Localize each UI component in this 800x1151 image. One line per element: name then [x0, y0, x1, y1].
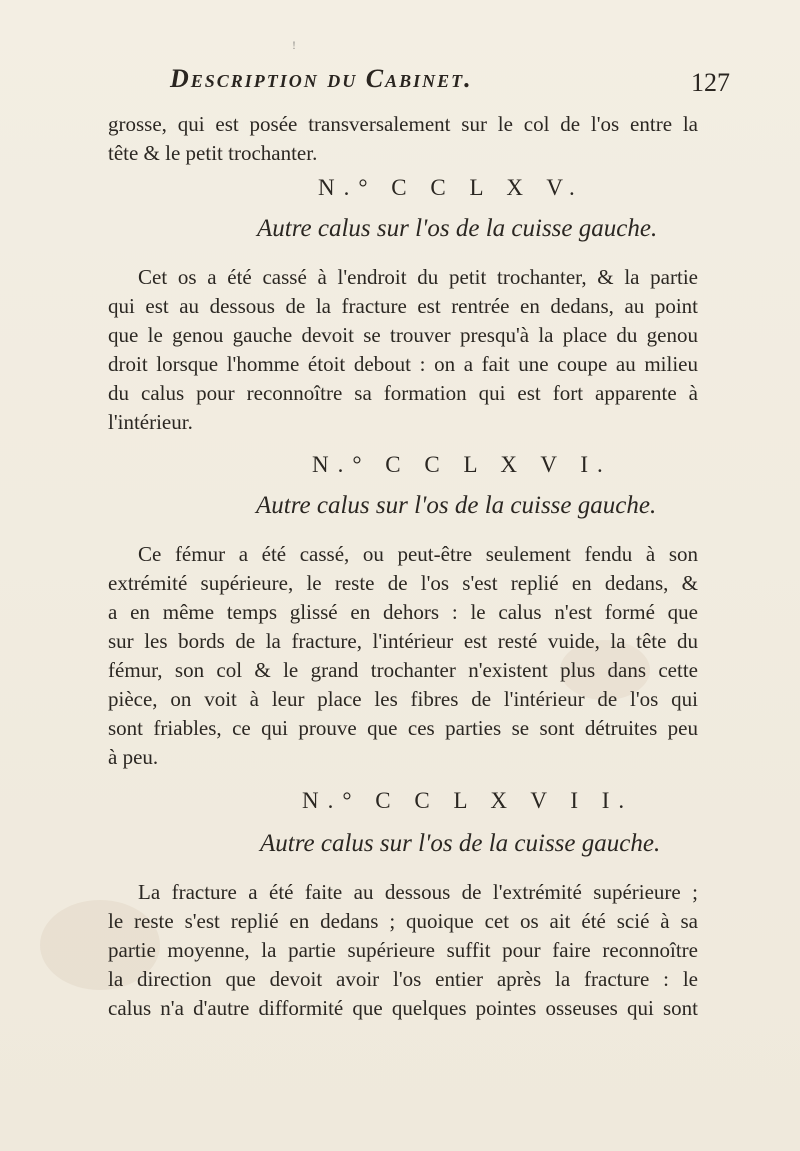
text-line: que le genou gauche devoit se trouver presqu'à la place du genou: [108, 323, 698, 347]
text-line: a en même temps glissé en dehors : le calus n'est formé que: [108, 600, 698, 624]
text-line: calus n'a d'autre difformité que quelques pointes osseuses qui sont: [108, 996, 698, 1020]
text-line: Ce fémur a été cassé, ou peut-être seulement fendu à son: [138, 542, 698, 566]
text-line: extrémité supérieure, le reste de l'os s'est replié en dedans, &: [108, 571, 698, 595]
page-number: 127: [691, 68, 730, 97]
text-line: à peu.: [108, 745, 159, 769]
text-line: droit lorsque l'homme étoit debout : on a fait une coupe au milieu: [108, 352, 698, 376]
text-line: fémur, son col & le grand trochanter n'existent plus dans cette: [108, 658, 698, 682]
text-line: la direction que devoit avoir l'os entier après la fracture : le: [108, 967, 698, 991]
text-line: grosse, qui est posée transversalement sur le col de l'os entre la: [108, 112, 698, 136]
text-line: pièce, on voit à leur place les fibres de l'intérieur de l'os qui: [108, 687, 698, 711]
text-line: le reste s'est replié en dedans ; quoique cet os ait été scié à sa: [108, 909, 698, 933]
entry-title: Autre calus sur l'os de la cuisse gauche.: [256, 492, 657, 519]
ink-mark: !: [292, 38, 296, 52]
entry-number: N.° C C L X V.: [318, 175, 584, 200]
running-head: [170, 64, 730, 104]
text-line: sur les bords de la fracture, l'intérieur est resté vuide, la tête du: [108, 629, 698, 653]
entry-number: N.° C C L X V I I.: [302, 788, 634, 813]
text-line: sont friables, ce qui prouve que ces parties se sont détruites peu: [108, 716, 698, 740]
entry-number: N.° C C L X V I.: [312, 452, 612, 477]
entry-title: Autre calus sur l'os de la cuisse gauche.: [257, 215, 658, 242]
text-line: partie moyenne, la partie supérieure suffit pour faire reconnoître: [108, 938, 698, 962]
text-line: La fracture a été faite au dessous de l'extrémité supérieure ;: [138, 880, 698, 904]
text-line: l'intérieur.: [108, 410, 193, 434]
text-line: tête & le petit trochanter.: [108, 141, 318, 165]
text-line: Cet os a été cassé à l'endroit du petit trochanter, & la partie: [138, 265, 698, 289]
entry-paragraph: [108, 878, 698, 1023]
running-title: Description du Cabinet.: [170, 64, 473, 93]
entry-paragraph: [108, 540, 698, 772]
entry-paragraph: [108, 263, 698, 437]
intro-paragraph: [108, 110, 698, 168]
text-line: qui est au dessous de la fracture est rentrée en dedans, au point: [108, 294, 698, 318]
entry-title: Autre calus sur l'os de la cuisse gauche.: [260, 830, 661, 857]
text-line: du calus pour reconnoître sa formation qui est fort apparente à: [108, 381, 698, 405]
